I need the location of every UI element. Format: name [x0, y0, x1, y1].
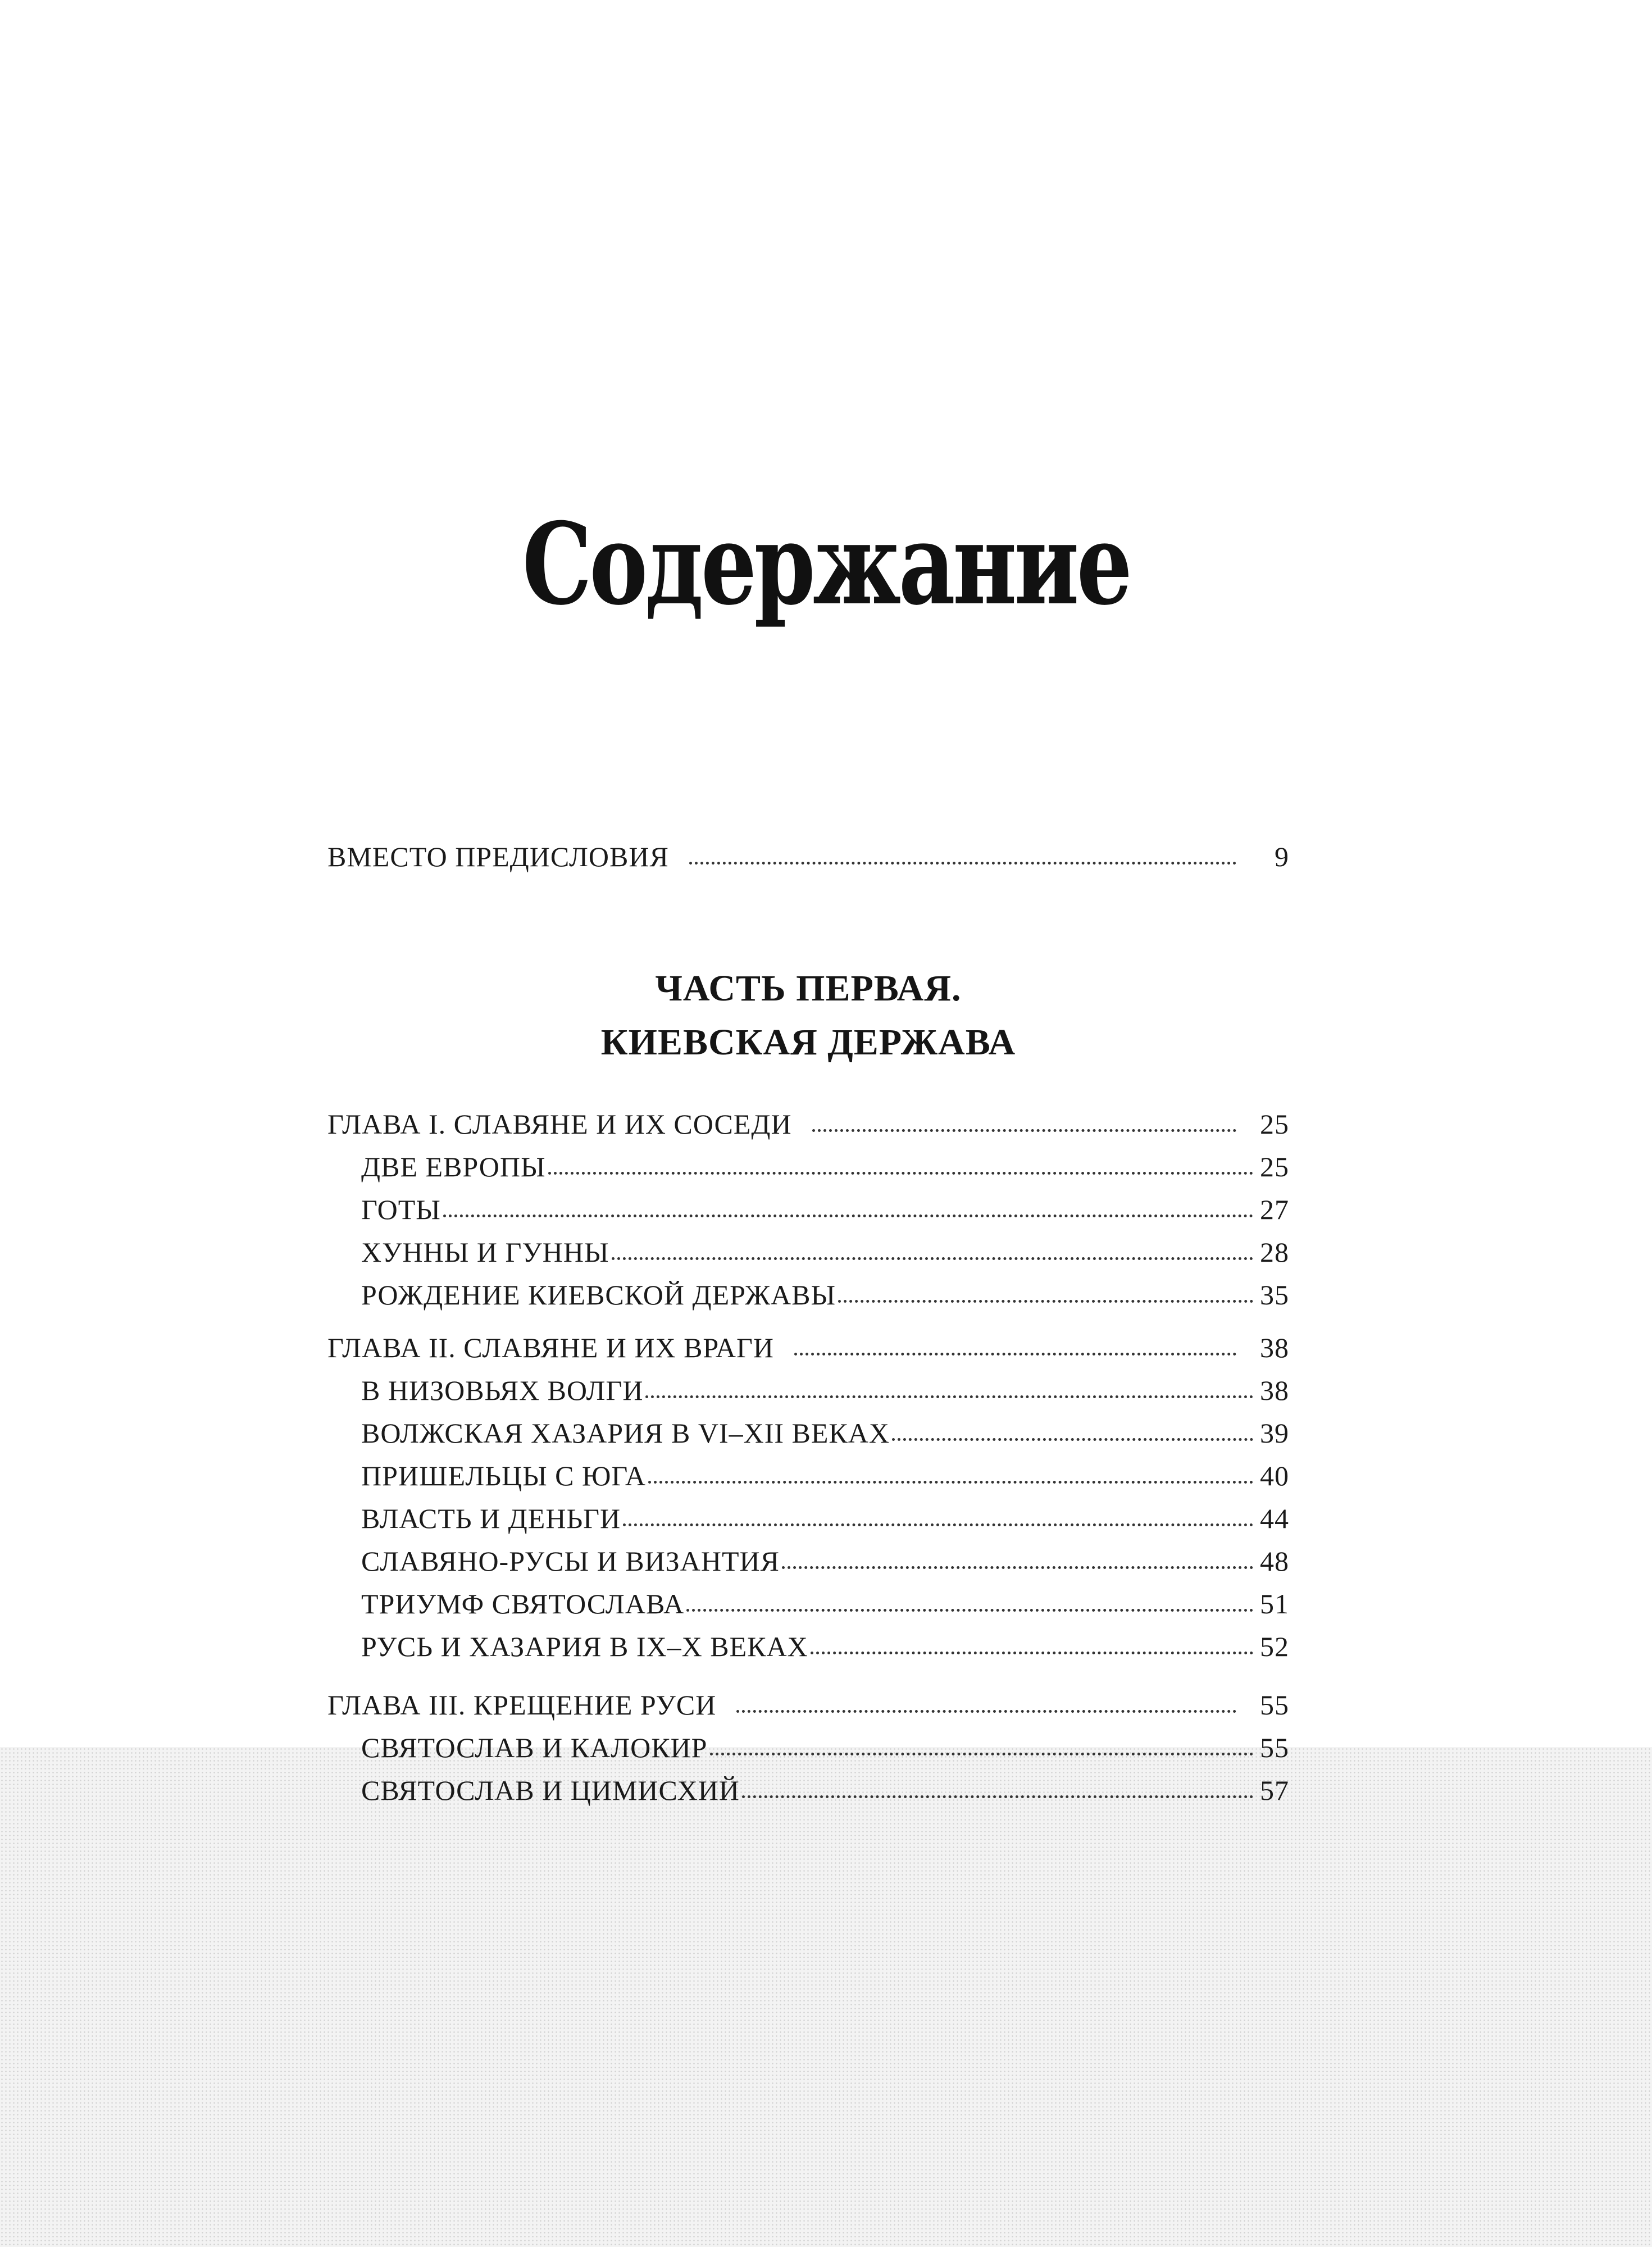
dot-leader: [686, 1609, 1253, 1612]
toc-section[interactable]: [361, 1535, 1289, 1575]
toc-chapter-label: ГЛАВА III. КРЕЩЕНИЕ РУСИ: [327, 1689, 717, 1721]
toc-section[interactable]: [361, 1140, 1289, 1181]
toc-section[interactable]: [361, 1721, 1289, 1762]
toc-section-label: СЛАВЯНО-РУСЫ И ВИЗАНТИЯ: [361, 1545, 780, 1577]
toc-section[interactable]: [361, 1764, 1289, 1804]
toc-chapter-label: ГЛАВА II. СЛАВЯНЕ И ИХ ВРАГИ: [327, 1332, 774, 1363]
toc-section-page: 39: [1260, 1417, 1289, 1449]
page-title: Содержание: [522, 498, 1130, 630]
dot-leader: [689, 862, 1236, 865]
toc-entry-page: 9: [1275, 841, 1289, 872]
toc-section-label: ПРИШЕЛЬЦЫ С ЮГА: [361, 1460, 646, 1491]
toc-section[interactable]: [361, 1364, 1289, 1404]
toc-section-page: 52: [1260, 1631, 1289, 1662]
toc-section-page: 35: [1260, 1279, 1289, 1311]
toc-entry-intro[interactable]: [327, 830, 1289, 871]
toc-section[interactable]: [361, 1449, 1289, 1490]
toc-chapter-page: 38: [1260, 1332, 1289, 1363]
part-heading-line-1: ЧАСТЬ ПЕРВАЯ.: [655, 968, 962, 1009]
toc-section-label: В НИЗОВЬЯХ ВОЛГИ: [361, 1375, 644, 1406]
toc-section-label: ХУННЫ И ГУННЫ: [361, 1236, 609, 1268]
toc-section[interactable]: [361, 1268, 1289, 1309]
dot-leader: [612, 1257, 1253, 1260]
dot-leader: [736, 1710, 1236, 1713]
dot-leader: [812, 1129, 1236, 1132]
toc-chapter-2[interactable]: [327, 1321, 1289, 1362]
dot-leader: [623, 1523, 1253, 1526]
toc-section-label: ВОЛЖСКАЯ ХАЗАРИЯ В VI–XII ВЕКАХ: [361, 1417, 890, 1449]
dot-leader: [892, 1438, 1253, 1441]
toc-section-label: РУСЬ И ХАЗАРИЯ В IX–X ВЕКАХ: [361, 1631, 808, 1662]
toc-section-label: ВЛАСТЬ И ДЕНЬГИ: [361, 1503, 621, 1534]
dot-leader: [645, 1395, 1253, 1398]
toc-section-page: 51: [1260, 1588, 1289, 1620]
dot-leader: [742, 1795, 1253, 1798]
part-heading-line-2: КИЕВСКАЯ ДЕРЖАВА: [600, 1022, 1016, 1063]
dot-leader: [794, 1353, 1236, 1356]
toc-section[interactable]: [361, 1226, 1289, 1266]
toc-section-page: 27: [1260, 1194, 1289, 1225]
toc-section-label: РОЖДЕНИЕ КИЕВСКОЙ ДЕРЖАВЫ: [361, 1279, 836, 1311]
toc-section-page: 25: [1260, 1151, 1289, 1182]
toc-chapter-page: 25: [1260, 1108, 1289, 1140]
toc-section[interactable]: [361, 1407, 1289, 1447]
toc-section[interactable]: [361, 1183, 1289, 1223]
toc-section-page: 55: [1260, 1732, 1289, 1763]
toc-entry-label: ВМЕСТО ПРЕДИСЛОВИЯ: [327, 841, 669, 872]
toc-section-page: 44: [1260, 1503, 1289, 1534]
toc-chapter-3[interactable]: [327, 1679, 1289, 1719]
dot-leader: [548, 1172, 1253, 1175]
dot-leader: [782, 1566, 1253, 1569]
toc-section-page: 28: [1260, 1236, 1289, 1268]
toc-section-label: ГОТЫ: [361, 1194, 441, 1225]
halftone-background: [0, 1747, 1652, 2247]
toc-chapter-page: 55: [1260, 1689, 1289, 1721]
toc-section-label: ТРИУМФ СВЯТОСЛАВА: [361, 1588, 685, 1620]
dot-leader: [811, 1652, 1253, 1654]
dot-leader: [648, 1481, 1253, 1484]
toc-section[interactable]: [361, 1620, 1289, 1661]
toc-section-label: СВЯТОСЛАВ И КАЛОКИР: [361, 1732, 708, 1763]
toc-section[interactable]: [361, 1577, 1289, 1618]
dot-leader: [838, 1300, 1253, 1303]
toc-section-label: ДВЕ ЕВРОПЫ: [361, 1151, 546, 1182]
toc-chapter-label: ГЛАВА I. СЛАВЯНЕ И ИХ СОСЕДИ: [327, 1108, 792, 1140]
part-heading: [327, 962, 1289, 1070]
toc-section-page: 48: [1260, 1545, 1289, 1577]
dot-leader: [443, 1215, 1253, 1217]
dot-leader: [710, 1753, 1254, 1755]
toc-chapter-1[interactable]: [327, 1098, 1289, 1138]
toc-section-label: СВЯТОСЛАВ И ЦИМИСХИЙ: [361, 1775, 740, 1806]
toc-section-page: 40: [1260, 1460, 1289, 1491]
toc-section-page: 57: [1260, 1775, 1289, 1806]
toc-section-page: 38: [1260, 1375, 1289, 1406]
toc-section[interactable]: [361, 1492, 1289, 1532]
